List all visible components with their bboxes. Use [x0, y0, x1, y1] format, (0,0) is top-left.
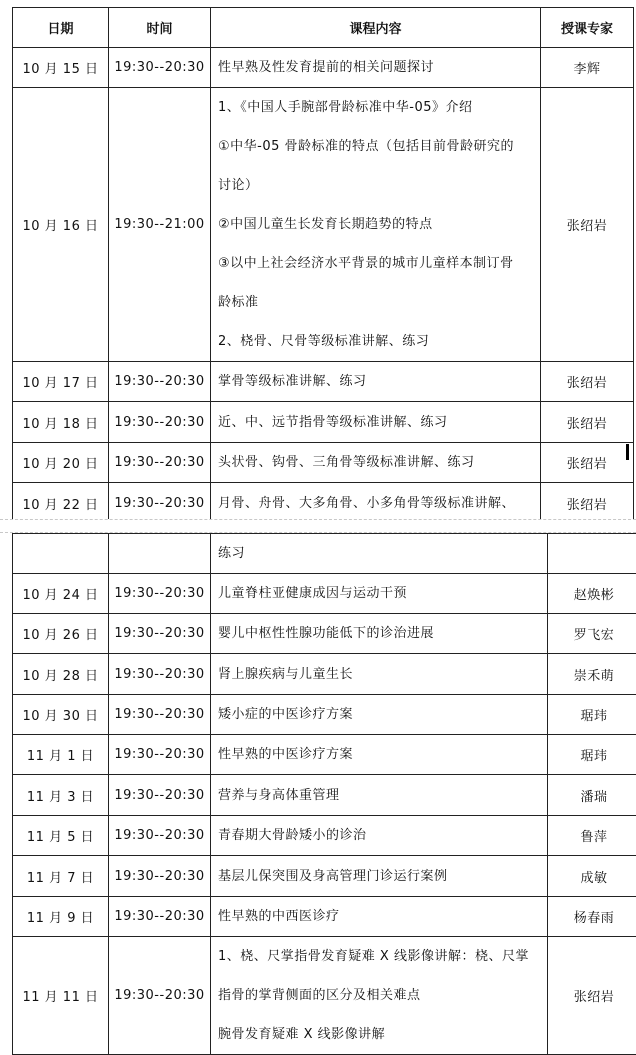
date-cell: 11 月 5 日: [13, 816, 109, 856]
content-line: 掌骨等级标准讲解、练习: [218, 362, 540, 401]
content-line: 婴儿中枢性性腺功能低下的诊治进展: [218, 614, 547, 653]
expert-cell: 成敏: [548, 856, 636, 897]
content-cell: [211, 362, 541, 402]
expert-cell: 琚玮: [548, 695, 636, 735]
expert-cell: 赵焕彬: [548, 574, 636, 614]
content-cell: [211, 897, 548, 937]
content-line: 龄标准: [218, 283, 540, 322]
content-cell: [211, 483, 541, 524]
expert-cell: 罗飞宏: [548, 614, 636, 654]
table-row: [13, 402, 634, 443]
header-expert: 授课专家: [541, 8, 634, 48]
edge-marker: [626, 444, 629, 460]
date-cell: 10 月 17 日: [13, 362, 109, 402]
content-line: 讨论）: [218, 166, 540, 205]
content-line: 青春期大骨龄矮小的诊治: [218, 816, 547, 855]
date-cell: 10 月 28 日: [13, 654, 109, 695]
table-row: [13, 937, 636, 1055]
expert-cell: 张绍岩: [541, 443, 634, 483]
time-cell: 19:30--20:30: [109, 574, 211, 614]
content-cell: [211, 654, 548, 695]
time-cell: 19:30--20:30: [109, 856, 211, 897]
expert-cell: [548, 534, 636, 574]
header-row: [13, 8, 634, 48]
table-row: [13, 534, 636, 574]
content-line: 练习: [218, 534, 547, 573]
content-cell: [211, 88, 541, 362]
content-cell: [211, 443, 541, 483]
time-cell: 19:30--20:30: [109, 483, 211, 524]
header-date: 日期: [13, 8, 109, 48]
date-cell: 11 月 1 日: [13, 735, 109, 775]
time-cell: 19:30--20:30: [109, 816, 211, 856]
time-cell: 19:30--20:30: [109, 48, 211, 88]
content-line: 月骨、舟骨、大多角骨、小多角骨等级标准讲解、: [218, 484, 540, 523]
expert-cell: 鲁萍: [548, 816, 636, 856]
content-cell: [211, 856, 548, 897]
content-line: 性早熟的中西医诊疗: [218, 897, 547, 936]
date-cell: 11 月 9 日: [13, 897, 109, 937]
expert-cell: 崇禾萌: [548, 654, 636, 695]
time-cell: 19:30--20:30: [109, 443, 211, 483]
content-line: ③以中上社会经济水平背景的城市儿童样本制订骨: [218, 244, 540, 283]
expert-cell: 杨春雨: [548, 897, 636, 937]
content-cell: [211, 48, 541, 88]
content-line: 肾上腺疾病与儿童生长: [218, 655, 547, 694]
expert-cell: 张绍岩: [548, 937, 636, 1055]
date-cell: 11 月 3 日: [13, 775, 109, 816]
content-cell: [211, 614, 548, 654]
date-cell: 10 月 16 日: [13, 88, 109, 362]
expert-cell: 李辉: [541, 48, 634, 88]
schedule-table-page-1: [12, 7, 634, 524]
content-line: 2、桡骨、尺骨等级标准讲解、练习: [218, 322, 540, 361]
content-line: 性早熟及性发育提前的相关问题探讨: [218, 48, 540, 87]
table-row: [13, 897, 636, 937]
table-row: [13, 48, 634, 88]
content-line: 营养与身高体重管理: [218, 776, 547, 815]
content-line: 儿童脊柱亚健康成因与运动干预: [218, 574, 547, 613]
date-cell: 10 月 18 日: [13, 402, 109, 443]
date-cell: 10 月 20 日: [13, 443, 109, 483]
expert-cell: 潘瑞: [548, 775, 636, 816]
expert-cell: 张绍岩: [541, 483, 634, 524]
time-cell: 19:30--20:30: [109, 362, 211, 402]
table-row: [13, 695, 636, 735]
table-row: [13, 483, 634, 524]
date-cell: 11 月 11 日: [13, 937, 109, 1055]
date-cell: 10 月 26 日: [13, 614, 109, 654]
content-cell: [211, 402, 541, 443]
content-cell: [211, 534, 548, 574]
content-cell: [211, 816, 548, 856]
time-cell: 19:30--20:30: [109, 695, 211, 735]
time-cell: 19:30--20:30: [109, 775, 211, 816]
content-line: 1、《中国人手腕部骨龄标准中华-05》介绍: [218, 88, 540, 127]
expert-cell: 张绍岩: [541, 402, 634, 443]
content-line: 性早熟的中医诊疗方案: [218, 735, 547, 774]
time-cell: 19:30--21:00: [109, 88, 211, 362]
date-cell: [13, 534, 109, 574]
table-row: [13, 362, 634, 402]
content-cell: [211, 937, 548, 1055]
page-break: [0, 519, 636, 533]
content-cell: [211, 574, 548, 614]
time-cell: [109, 534, 211, 574]
time-cell: 19:30--20:30: [109, 897, 211, 937]
header-content: 课程内容: [211, 8, 541, 48]
table-row: [13, 775, 636, 816]
time-cell: 19:30--20:30: [109, 654, 211, 695]
date-cell: 10 月 15 日: [13, 48, 109, 88]
content-line: ①中华-05 骨龄标准的特点（包括目前骨龄研究的: [218, 127, 540, 166]
date-cell: 10 月 30 日: [13, 695, 109, 735]
expert-cell: 张绍岩: [541, 362, 634, 402]
table-row: [13, 614, 636, 654]
expert-cell: 琚玮: [548, 735, 636, 775]
content-line: 近、中、远节指骨等级标准讲解、练习: [218, 403, 540, 442]
time-cell: 19:30--20:30: [109, 402, 211, 443]
table-row: [13, 856, 636, 897]
table-row: [13, 574, 636, 614]
content-line: ②中国儿童生长发育长期趋势的特点: [218, 205, 540, 244]
date-cell: 11 月 7 日: [13, 856, 109, 897]
content-line: 矮小症的中医诊疗方案: [218, 695, 547, 734]
table-row: [13, 443, 634, 483]
content-line: 基层儿保突围及身高管理门诊运行案例: [218, 857, 547, 896]
content-line: 1、桡、尺掌指骨发育疑难 X 线影像讲解：桡、尺掌: [218, 937, 547, 976]
time-cell: 19:30--20:30: [109, 735, 211, 775]
content-line: 指骨的掌背侧面的区分及相关难点: [218, 976, 547, 1015]
date-cell: 10 月 24 日: [13, 574, 109, 614]
content-cell: [211, 735, 548, 775]
content-cell: [211, 775, 548, 816]
header-time: 时间: [109, 8, 211, 48]
content-cell: [211, 695, 548, 735]
table-row: [13, 735, 636, 775]
time-cell: 19:30--20:30: [109, 937, 211, 1055]
table-row: [13, 654, 636, 695]
table-row: [13, 88, 634, 362]
expert-cell: 张绍岩: [541, 88, 634, 362]
content-line: 头状骨、钩骨、三角骨等级标准讲解、练习: [218, 443, 540, 482]
schedule-table-page-2: [12, 533, 636, 1055]
date-cell: 10 月 22 日: [13, 483, 109, 524]
content-line: 腕骨发育疑难 X 线影像讲解: [218, 1015, 547, 1054]
table-row: [13, 816, 636, 856]
time-cell: 19:30--20:30: [109, 614, 211, 654]
